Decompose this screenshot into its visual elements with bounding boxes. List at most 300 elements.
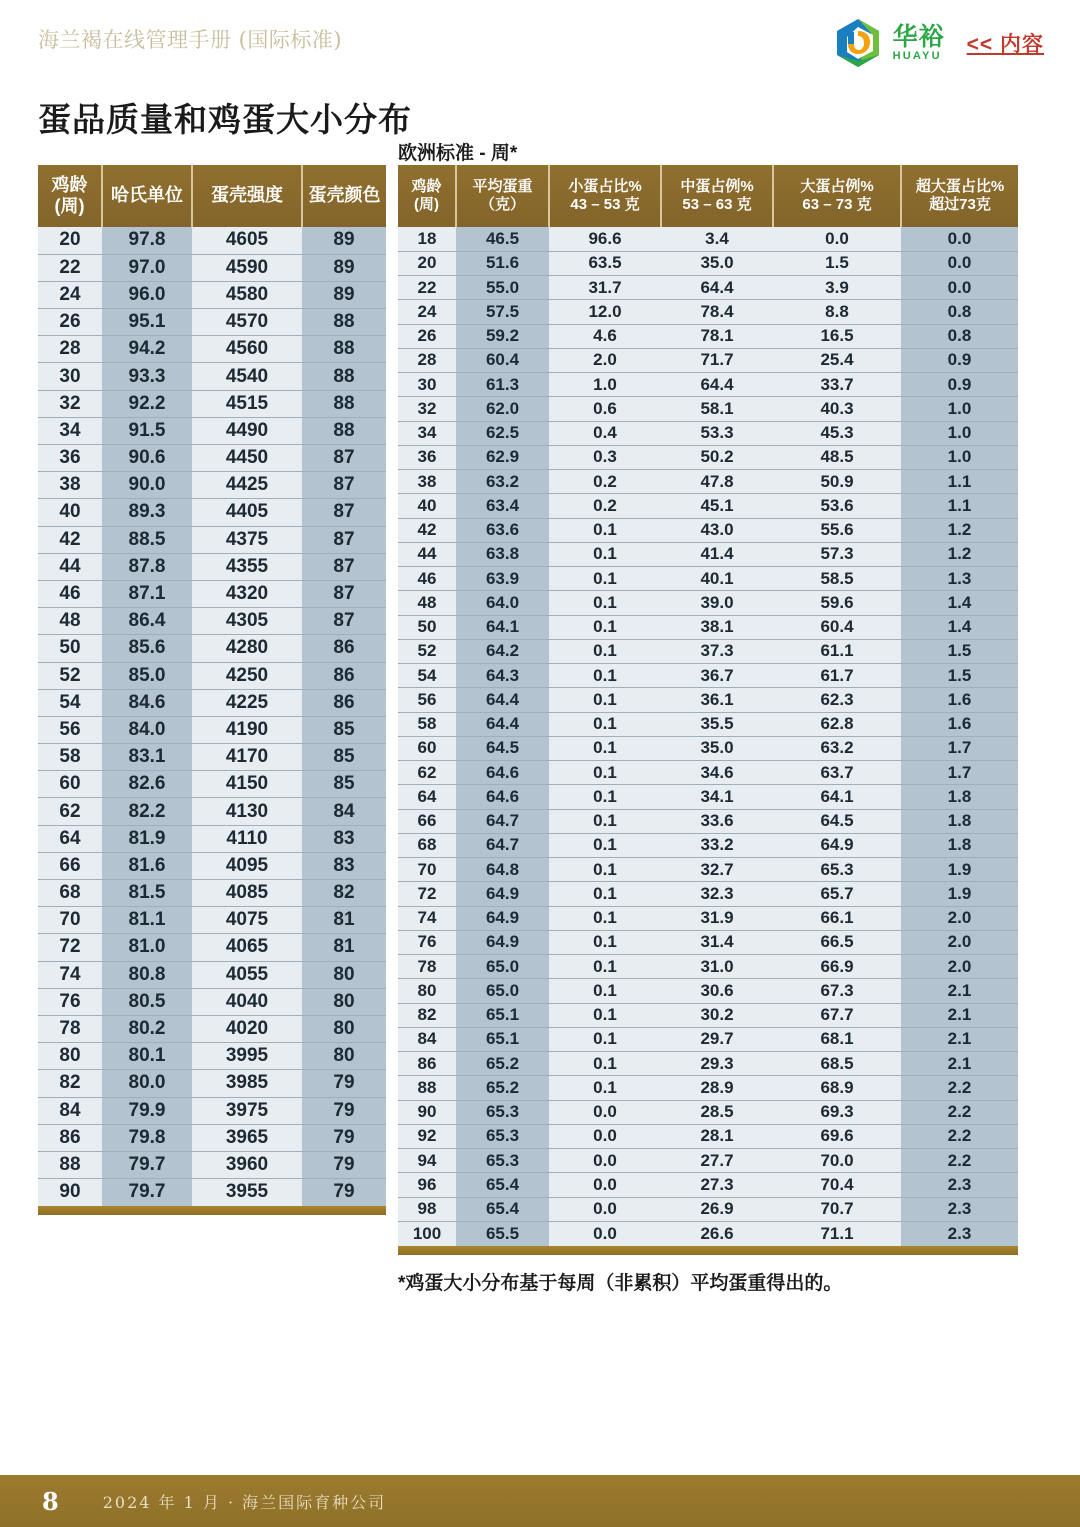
table-cell: 84 xyxy=(38,1097,102,1124)
table-cell: 86.4 xyxy=(102,608,192,635)
table-cell: 84.0 xyxy=(102,716,192,743)
table-cell: 64.6 xyxy=(456,761,549,785)
table-cell: 16.5 xyxy=(773,324,901,348)
table-row xyxy=(38,988,386,1015)
table-cell: 0.0 xyxy=(773,227,901,251)
table-cell: 35.5 xyxy=(661,712,773,736)
table-cell: 70.4 xyxy=(773,1173,901,1197)
table-cell: 69.3 xyxy=(773,1100,901,1124)
table-cell: 4150 xyxy=(192,771,302,798)
table-cell: 43.0 xyxy=(661,518,773,542)
table-cell: 74 xyxy=(398,906,456,930)
table-cell: 67.3 xyxy=(773,979,901,1003)
table-cell: 89 xyxy=(302,227,386,254)
table-cell: 1.5 xyxy=(773,251,901,275)
table-cell: 0.1 xyxy=(549,858,661,882)
table-cell: 33.2 xyxy=(661,833,773,857)
table-cell: 64.4 xyxy=(456,712,549,736)
table-cell: 82 xyxy=(398,1003,456,1027)
column-header-haugh-unit: 哈氏单位 xyxy=(102,165,192,227)
column-header-xl-egg-pct: 超大蛋占比% 超过73克 xyxy=(901,165,1018,227)
table-cell: 1.8 xyxy=(901,809,1018,833)
table-cell: 80 xyxy=(302,1015,386,1042)
table-cell: 98 xyxy=(398,1197,456,1221)
table-cell: 1.1 xyxy=(901,494,1018,518)
table-cell: 65.5 xyxy=(456,1221,549,1245)
table-cell: 4605 xyxy=(192,227,302,254)
table-cell: 28.5 xyxy=(661,1100,773,1124)
table-cell: 80 xyxy=(38,1043,102,1070)
table-cell: 88.5 xyxy=(102,526,192,553)
logo-text-cn: 华裕 xyxy=(892,22,945,51)
table-cell: 72 xyxy=(38,934,102,961)
table-cell: 78.4 xyxy=(661,300,773,324)
table-cell: 3.4 xyxy=(661,227,773,251)
table-cell: 2.2 xyxy=(901,1149,1018,1173)
egg-size-table-head xyxy=(398,165,1018,227)
table-cell: 4320 xyxy=(192,580,302,607)
table-cell: 4170 xyxy=(192,744,302,771)
table-cell: 100 xyxy=(398,1221,456,1245)
table-cell: 87.8 xyxy=(102,553,192,580)
table-cell: 88 xyxy=(398,1076,456,1100)
table-cell: 32.3 xyxy=(661,882,773,906)
table-cell: 0.6 xyxy=(549,397,661,421)
table-cell: 0.8 xyxy=(901,300,1018,324)
table-cell: 63.2 xyxy=(773,736,901,760)
table-cell: 80 xyxy=(398,979,456,1003)
table-cell: 81.1 xyxy=(102,907,192,934)
table-cell: 22 xyxy=(398,276,456,300)
table-cell: 78 xyxy=(38,1015,102,1042)
table-row xyxy=(38,716,386,743)
table-cell: 52 xyxy=(38,662,102,689)
table-cell: 90 xyxy=(398,1100,456,1124)
table-cell: 31.0 xyxy=(661,955,773,979)
table-cell: 57.5 xyxy=(456,300,549,324)
table-cell: 54 xyxy=(398,664,456,688)
table-row xyxy=(38,635,386,662)
table-cell: 4190 xyxy=(192,716,302,743)
table-cell: 36.1 xyxy=(661,688,773,712)
table-cell: 0.9 xyxy=(901,348,1018,372)
table-cell: 84 xyxy=(398,1027,456,1051)
brand-block xyxy=(835,18,1044,68)
table-cell: 65.0 xyxy=(456,955,549,979)
table-cell: 48 xyxy=(398,591,456,615)
table-cell: 88 xyxy=(302,417,386,444)
table-cell: 0.0 xyxy=(901,227,1018,251)
table-cell: 65.0 xyxy=(456,979,549,1003)
huayu-logo-icon xyxy=(835,18,881,68)
table-cell: 57.3 xyxy=(773,542,901,566)
table-row xyxy=(38,336,386,363)
table-cell: 89 xyxy=(302,281,386,308)
table-cell: 4560 xyxy=(192,336,302,363)
table-cell: 86 xyxy=(302,635,386,662)
table-cell: 1.1 xyxy=(901,470,1018,494)
table-row xyxy=(38,1151,386,1178)
column-header-hen-age: 鸡龄 (周) xyxy=(38,165,102,227)
table-cell: 4130 xyxy=(192,798,302,825)
table-cell: 65.3 xyxy=(456,1100,549,1124)
table-row xyxy=(398,421,1018,445)
table-cell: 81 xyxy=(302,934,386,961)
table-cell: 63.5 xyxy=(549,251,661,275)
table-cell: 79 xyxy=(302,1070,386,1097)
table-cell: 58.5 xyxy=(773,567,901,591)
table-cell: 3955 xyxy=(192,1179,302,1206)
table-row xyxy=(38,689,386,716)
table-cell: 79 xyxy=(302,1151,386,1178)
table-cell: 65.4 xyxy=(456,1173,549,1197)
table-cell: 62.9 xyxy=(456,445,549,469)
table-cell: 2.0 xyxy=(549,348,661,372)
table-cell: 0.1 xyxy=(549,1027,661,1051)
table-row xyxy=(38,580,386,607)
table-cell: 93.3 xyxy=(102,363,192,390)
table-row xyxy=(398,712,1018,736)
table-cell: 66.1 xyxy=(773,906,901,930)
table-cell: 88 xyxy=(38,1151,102,1178)
column-header-average-egg-weight: 平均蛋重 （克） xyxy=(456,165,549,227)
contents-link[interactable]: << 内容 xyxy=(966,33,1044,56)
table-cell: 96.0 xyxy=(102,281,192,308)
table-cell: 64.5 xyxy=(773,809,901,833)
table-cell: 37.3 xyxy=(661,639,773,663)
table-cell: 33.6 xyxy=(661,809,773,833)
table-cell: 0.8 xyxy=(901,324,1018,348)
table-cell: 1.6 xyxy=(901,712,1018,736)
table-cell: 59.6 xyxy=(773,591,901,615)
table-row xyxy=(398,930,1018,954)
table-cell: 86 xyxy=(38,1124,102,1151)
table-row xyxy=(398,470,1018,494)
table-cell: 1.3 xyxy=(901,567,1018,591)
table-cell: 69.6 xyxy=(773,1124,901,1148)
table-cell: 55.6 xyxy=(773,518,901,542)
table-cell: 68.9 xyxy=(773,1076,901,1100)
table-cell: 52 xyxy=(398,639,456,663)
table-cell: 28.9 xyxy=(661,1076,773,1100)
table-row xyxy=(398,833,1018,857)
table-cell: 79.8 xyxy=(102,1124,192,1151)
table-row xyxy=(38,1179,386,1206)
table-cell: 4590 xyxy=(192,254,302,281)
table-row xyxy=(398,858,1018,882)
right-table-bottom-bar xyxy=(398,1246,1018,1255)
table-cell: 64.7 xyxy=(456,809,549,833)
table-row xyxy=(398,397,1018,421)
egg-size-distribution-table xyxy=(398,165,1018,1246)
table-cell: 64.6 xyxy=(456,785,549,809)
table-cell: 4405 xyxy=(192,499,302,526)
table-cell: 92 xyxy=(398,1124,456,1148)
table-cell: 88 xyxy=(302,363,386,390)
table-cell: 64.9 xyxy=(456,882,549,906)
table-cell: 81.9 xyxy=(102,825,192,852)
table-row xyxy=(398,688,1018,712)
table-cell: 82 xyxy=(38,1070,102,1097)
table-cell: 46 xyxy=(398,567,456,591)
table-cell: 2.1 xyxy=(901,979,1018,1003)
table-row xyxy=(38,390,386,417)
table-cell: 4570 xyxy=(192,309,302,336)
table-cell: 66 xyxy=(38,852,102,879)
table-cell: 84.6 xyxy=(102,689,192,716)
table-cell: 81.5 xyxy=(102,880,192,907)
table-cell: 92.2 xyxy=(102,390,192,417)
table-cell: 20 xyxy=(38,227,102,254)
table-cell: 81.0 xyxy=(102,934,192,961)
table-row xyxy=(398,348,1018,372)
table-cell: 64.9 xyxy=(456,930,549,954)
table-cell: 80.2 xyxy=(102,1015,192,1042)
table-cell: 61.3 xyxy=(456,373,549,397)
table-cell: 4055 xyxy=(192,961,302,988)
table-cell: 36 xyxy=(398,445,456,469)
table-cell: 4540 xyxy=(192,363,302,390)
table-header-row xyxy=(38,165,386,227)
table-cell: 2.1 xyxy=(901,1027,1018,1051)
table-cell: 0.1 xyxy=(549,833,661,857)
table-cell: 97.8 xyxy=(102,227,192,254)
table-cell: 55.0 xyxy=(456,276,549,300)
table-row xyxy=(398,373,1018,397)
table-cell: 0.1 xyxy=(549,688,661,712)
table-cell: 2.3 xyxy=(901,1221,1018,1245)
table-cell: 80.8 xyxy=(102,961,192,988)
table-cell: 3965 xyxy=(192,1124,302,1151)
table-cell: 1.0 xyxy=(901,397,1018,421)
table-cell: 1.7 xyxy=(901,761,1018,785)
table-cell: 36 xyxy=(38,445,102,472)
table-cell: 24 xyxy=(398,300,456,324)
table-row xyxy=(398,445,1018,469)
table-cell: 2.2 xyxy=(901,1124,1018,1148)
table-cell: 64.8 xyxy=(456,858,549,882)
table-cell: 40.3 xyxy=(773,397,901,421)
table-cell: 1.9 xyxy=(901,882,1018,906)
table-header-row xyxy=(398,165,1018,227)
table-cell: 94 xyxy=(398,1149,456,1173)
table-row xyxy=(398,300,1018,324)
table-cell: 87 xyxy=(302,499,386,526)
table-cell: 4375 xyxy=(192,526,302,553)
table-cell: 64.1 xyxy=(456,615,549,639)
table-cell: 67.7 xyxy=(773,1003,901,1027)
table-cell: 60 xyxy=(398,736,456,760)
egg-size-table-body xyxy=(398,227,1018,1246)
table-cell: 1.2 xyxy=(901,542,1018,566)
table-cell: 4280 xyxy=(192,635,302,662)
table-cell: 70.0 xyxy=(773,1149,901,1173)
table-cell: 4075 xyxy=(192,907,302,934)
table-cell: 53.6 xyxy=(773,494,901,518)
table-cell: 0.0 xyxy=(901,251,1018,275)
table-cell: 81 xyxy=(302,907,386,934)
table-cell: 97.0 xyxy=(102,254,192,281)
column-header-hen-age: 鸡龄 (周) xyxy=(398,165,456,227)
table-cell: 1.5 xyxy=(901,639,1018,663)
table-row xyxy=(398,736,1018,760)
table-cell: 0.9 xyxy=(901,373,1018,397)
table-cell: 2.0 xyxy=(901,930,1018,954)
table-cell: 61.1 xyxy=(773,639,901,663)
table-cell: 4425 xyxy=(192,472,302,499)
table-cell: 42 xyxy=(38,526,102,553)
table-row xyxy=(398,906,1018,930)
table-cell: 0.1 xyxy=(549,518,661,542)
table-cell: 79.7 xyxy=(102,1151,192,1178)
table-cell: 81.6 xyxy=(102,852,192,879)
table-cell: 50 xyxy=(38,635,102,662)
table-cell: 50.9 xyxy=(773,470,901,494)
table-row xyxy=(38,907,386,934)
table-row xyxy=(398,494,1018,518)
table-cell: 3985 xyxy=(192,1070,302,1097)
table-cell: 4580 xyxy=(192,281,302,308)
egg-size-distribution-table-container xyxy=(398,165,1018,1255)
table-row xyxy=(398,1149,1018,1173)
table-cell: 4085 xyxy=(192,880,302,907)
table-cell: 88 xyxy=(302,390,386,417)
table-cell: 71.1 xyxy=(773,1221,901,1245)
table-cell: 0.1 xyxy=(549,882,661,906)
table-cell: 96.6 xyxy=(549,227,661,251)
table-cell: 58 xyxy=(38,744,102,771)
table-cell: 64.5 xyxy=(456,736,549,760)
table-cell: 64.3 xyxy=(456,664,549,688)
table-cell: 45.3 xyxy=(773,421,901,445)
table-cell: 38 xyxy=(398,470,456,494)
table-cell: 85 xyxy=(302,716,386,743)
footnote: *鸡蛋大小分布基于每周（非累积）平均蛋重得出的。 xyxy=(398,1273,843,1294)
table-cell: 1.8 xyxy=(901,833,1018,857)
table-cell: 0.3 xyxy=(549,445,661,469)
table-row xyxy=(398,1221,1018,1245)
table-row xyxy=(38,852,386,879)
table-cell: 0.0 xyxy=(549,1124,661,1148)
table-cell: 1.6 xyxy=(901,688,1018,712)
table-row xyxy=(38,1015,386,1042)
table-cell: 70 xyxy=(398,858,456,882)
table-row xyxy=(38,608,386,635)
table-cell: 0.1 xyxy=(549,712,661,736)
table-cell: 64.4 xyxy=(456,688,549,712)
table-row xyxy=(398,1173,1018,1197)
table-cell: 66 xyxy=(398,809,456,833)
table-cell: 87 xyxy=(302,445,386,472)
table-row xyxy=(38,445,386,472)
table-row xyxy=(38,499,386,526)
table-row xyxy=(38,281,386,308)
egg-quality-table xyxy=(38,165,386,1206)
table-cell: 71.7 xyxy=(661,348,773,372)
table-row xyxy=(38,553,386,580)
table-cell: 62 xyxy=(38,798,102,825)
table-cell: 0.1 xyxy=(549,979,661,1003)
table-cell: 79 xyxy=(302,1179,386,1206)
table-cell: 20 xyxy=(398,251,456,275)
table-cell: 79.7 xyxy=(102,1179,192,1206)
table-cell: 0.1 xyxy=(549,736,661,760)
table-cell: 45.1 xyxy=(661,494,773,518)
page-number: 8 xyxy=(42,1486,59,1516)
table-cell: 64 xyxy=(398,785,456,809)
column-header-shell-strength: 蛋壳强度 xyxy=(192,165,302,227)
table-cell: 4515 xyxy=(192,390,302,417)
table-cell: 60.4 xyxy=(773,615,901,639)
logo-wordmark xyxy=(893,24,945,62)
table-row xyxy=(398,567,1018,591)
table-cell: 30 xyxy=(38,363,102,390)
table-cell: 1.0 xyxy=(901,445,1018,469)
table-cell: 3975 xyxy=(192,1097,302,1124)
table-cell: 58.1 xyxy=(661,397,773,421)
table-row xyxy=(38,744,386,771)
table-cell: 48.5 xyxy=(773,445,901,469)
table-cell: 63.8 xyxy=(456,542,549,566)
table-row xyxy=(398,882,1018,906)
table-cell: 33.7 xyxy=(773,373,901,397)
table-cell: 83 xyxy=(302,852,386,879)
table-cell: 0.1 xyxy=(549,591,661,615)
table-cell: 0.1 xyxy=(549,930,661,954)
table-cell: 35.0 xyxy=(661,736,773,760)
table-cell: 44 xyxy=(38,553,102,580)
table-row xyxy=(38,363,386,390)
table-cell: 46.5 xyxy=(456,227,549,251)
table-cell: 51.6 xyxy=(456,251,549,275)
table-cell: 82 xyxy=(302,880,386,907)
table-cell: 72 xyxy=(398,882,456,906)
column-header-small-egg-pct: 小蛋占比% 43 – 53 克 xyxy=(549,165,661,227)
table-cell: 27.3 xyxy=(661,1173,773,1197)
manual-title: 海兰褐在线管理手册 (国际标准) xyxy=(38,28,343,52)
european-standard-caption: 欧洲标准 - 周* xyxy=(398,143,518,164)
table-cell: 1.4 xyxy=(901,591,1018,615)
table-cell: 22 xyxy=(38,254,102,281)
table-cell: 65.1 xyxy=(456,1003,549,1027)
table-cell: 2.0 xyxy=(901,955,1018,979)
table-row xyxy=(398,1003,1018,1027)
table-cell: 83 xyxy=(302,825,386,852)
table-cell: 24 xyxy=(38,281,102,308)
table-cell: 0.1 xyxy=(549,906,661,930)
table-cell: 0.0 xyxy=(549,1197,661,1221)
table-cell: 68 xyxy=(38,880,102,907)
table-cell: 87 xyxy=(302,580,386,607)
table-cell: 8.8 xyxy=(773,300,901,324)
table-cell: 96 xyxy=(398,1173,456,1197)
table-row xyxy=(398,979,1018,1003)
table-cell: 42 xyxy=(398,518,456,542)
page-title: 蛋品质量和鸡蛋大小分布 xyxy=(38,101,412,139)
table-cell: 64.2 xyxy=(456,639,549,663)
table-cell: 78 xyxy=(398,955,456,979)
table-row xyxy=(398,591,1018,615)
table-row xyxy=(398,761,1018,785)
table-row xyxy=(38,934,386,961)
table-cell: 26 xyxy=(38,309,102,336)
table-cell: 63.7 xyxy=(773,761,901,785)
table-cell: 4020 xyxy=(192,1015,302,1042)
table-cell: 95.1 xyxy=(102,309,192,336)
table-cell: 4.6 xyxy=(549,324,661,348)
table-cell: 54 xyxy=(38,689,102,716)
table-cell: 90.6 xyxy=(102,445,192,472)
